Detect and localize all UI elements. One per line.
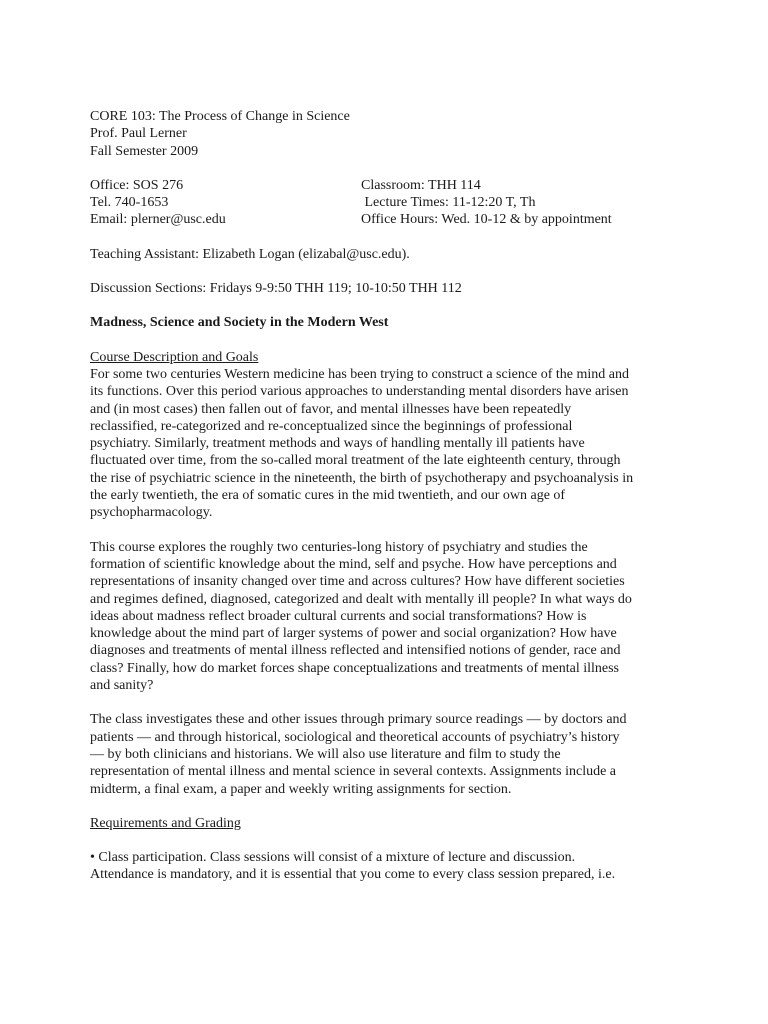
text-line: and (in most cases) then fallen out of favor, and mental illnesses have been repeatedly	[90, 401, 572, 417]
professor-name: Prof. Paul Lerner	[90, 126, 187, 142]
spacer	[90, 798, 680, 815]
syllabus-page	[90, 108, 680, 884]
course-description-paragraph-3	[90, 711, 680, 797]
lecture-times: Lecture Times: 11-12:20 T, Th	[361, 195, 536, 211]
email-address: Email: plerner@usc.edu	[90, 212, 226, 228]
text-line: its functions. Over this period various approaches to understanding mental disorders have arisen	[90, 384, 629, 400]
office-hours: Office Hours: Wed. 10-12 & by appointment	[361, 212, 612, 228]
course-description-heading: Course Description and Goals	[90, 349, 259, 365]
semester: Fall Semester 2009	[90, 143, 199, 159]
spacer	[90, 263, 680, 280]
text-line: reclassified, re-categorized and re-conceptualized since the beginnings of professional	[90, 418, 573, 434]
contact-info	[90, 177, 680, 229]
text-line: diagnoses and treatments of mental illness reflected and intensified notions of gender, race and	[90, 643, 621, 659]
text-line: — by both clinicians and historians. We will also use literature and film to study the	[90, 746, 561, 762]
text-line: This course explores the roughly two centuries-long history of psychiatry and studies the	[90, 539, 588, 555]
text-line: midterm, a final exam, a paper and weekly writing assignments for section.	[90, 781, 512, 797]
text-line: • Class participation. Class sessions will consist of a mixture of lecture and discussion.	[90, 850, 576, 866]
course-title: CORE 103: The Process of Change in Science	[90, 109, 350, 124]
text-line: formation of scientific knowledge about the mind, self and psyche. How have perceptions and	[90, 556, 617, 572]
text-line: the rise of psychiatric science in the nineteenth, the birth of psychotherapy and psychoanalysis in	[90, 470, 634, 486]
text-line: the early twentieth, the era of somatic cures in the mid twentieth, and our own age of	[90, 488, 566, 504]
office-location: Office: SOS 276	[90, 177, 184, 193]
text-line: patients — and through historical, sociological and theoretical accounts of psychiatry’s history	[90, 729, 620, 745]
text-line: ideas about madness reflect broader cultural currents and social transformations? How is	[90, 608, 587, 624]
discussion-sections: Discussion Sections: Fridays 9-9:50 THH 119; 10-10:50 THH 112	[90, 281, 462, 297]
spacer	[90, 229, 680, 246]
telephone: Tel. 740-1653	[90, 195, 169, 211]
requirements-item-participation	[90, 849, 680, 884]
text-line: For some two centuries Western medicine has been trying to construct a science of the mind and	[90, 366, 630, 382]
spacer	[90, 160, 680, 177]
classroom-location: Classroom: THH 114	[361, 177, 481, 193]
text-line: representations of insanity changed over time and across cultures? How have different societies	[90, 574, 625, 590]
spacer	[90, 522, 680, 539]
text-line: psychopharmacology.	[90, 505, 213, 521]
course-subtitle: Madness, Science and Society in the Modern West	[90, 315, 389, 331]
spacer	[90, 832, 680, 849]
text-line: class? Finally, how do market forces shape conceptualizations and treatments of mental illness	[90, 660, 619, 676]
course-description-paragraph-2	[90, 539, 680, 695]
course-description-paragraph-1	[90, 366, 680, 522]
teaching-assistant: Teaching Assistant: Elizabeth Logan (elizabal@usc.edu).	[90, 246, 410, 262]
text-line: knowledge about the mind part of larger systems of power and social organization? How have	[90, 626, 617, 642]
text-line: fluctuated over time, from the so-called moral treatment of the late eighteenth century, through	[90, 453, 621, 469]
text-line: Attendance is mandatory, and it is essential that you come to every class session prepared, i.e.	[90, 867, 616, 883]
text-line: representation of mental illness and mental science in several contexts. Assignments include a	[90, 764, 617, 780]
text-line: The class investigates these and other issues through primary source readings — by doctors and	[90, 712, 627, 728]
spacer	[90, 694, 680, 711]
spacer	[90, 297, 680, 314]
text-line: psychiatry. Similarly, treatment methods and ways of handling mentally ill patients have	[90, 436, 585, 452]
spacer	[90, 332, 680, 349]
text-line: and regimes defined, diagnosed, categorized and dealt with mentally ill people? In what ways do	[90, 591, 632, 607]
requirements-heading: Requirements and Grading	[90, 815, 241, 831]
text-line: and sanity?	[90, 678, 154, 694]
